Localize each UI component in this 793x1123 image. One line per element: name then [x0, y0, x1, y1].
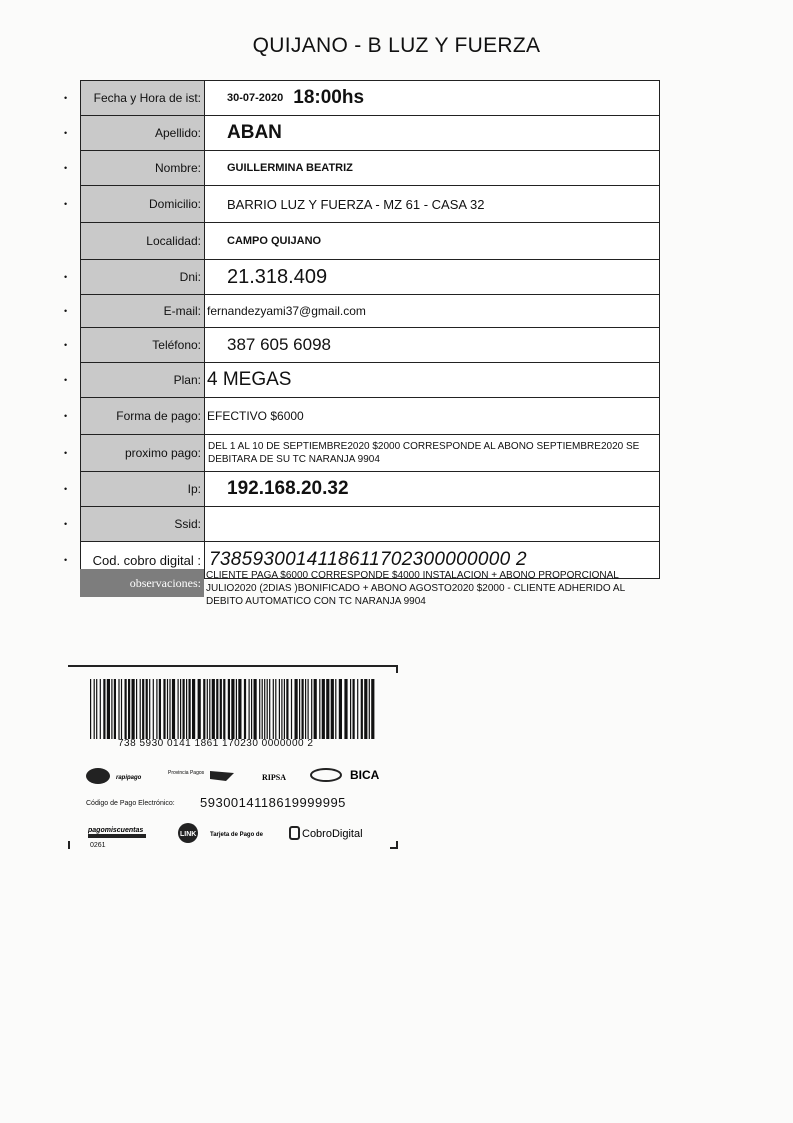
cobro-express-icon	[311, 769, 341, 781]
barcode-bar	[207, 679, 208, 739]
row-localidad	[81, 223, 659, 260]
barcode-bar	[94, 679, 95, 739]
barcode-bar	[361, 679, 363, 739]
value-domicilio: BARRIO LUZ Y FUERZA - MZ 61 - CASA 32	[227, 196, 485, 212]
barcode-bar	[167, 679, 168, 739]
barcode-bar	[369, 679, 370, 739]
barcode-bar	[149, 679, 150, 739]
tarjeta-label: Tarjeta de Pago de	[210, 832, 263, 838]
row-forma-pago	[64, 398, 659, 435]
value-cod-cobro: 7385930014118611702300000000 2	[209, 549, 527, 570]
barcode-bar	[223, 679, 225, 739]
barcode-number: 738 5930 0141 1861 170230 0000000 2	[118, 738, 314, 749]
barcode-bar	[198, 679, 201, 739]
barcode-bar	[212, 679, 215, 739]
barcode-bar	[192, 679, 195, 739]
barcode-bar	[269, 679, 270, 739]
barcode-bar	[302, 679, 304, 739]
barcode-bar	[238, 679, 241, 739]
pagofacil-icon	[210, 771, 234, 781]
label-dni: Dni:	[81, 260, 205, 294]
logo-ripsa: RIPSA	[262, 773, 287, 782]
barcode-bar	[178, 679, 179, 739]
row-domicilio	[64, 186, 659, 223]
barcode-bar	[371, 679, 374, 739]
bullet: •	[64, 519, 68, 529]
barcode-bar	[281, 679, 282, 739]
rapipago-icon	[86, 768, 110, 784]
barcode-bar	[96, 679, 97, 739]
barcode-bar	[90, 679, 91, 739]
row-proximo-pago	[64, 435, 659, 472]
row-plan	[64, 363, 659, 398]
value-ip: 192.168.20.32	[227, 478, 349, 499]
small-code: 0261	[90, 842, 106, 849]
barcode-bar	[189, 679, 191, 739]
barcode-bar	[259, 679, 260, 739]
label-fecha-hora: Fecha y Hora de ist:	[81, 81, 205, 115]
barcode-bar	[186, 679, 187, 739]
label-proximo-pago: proximo pago:	[81, 435, 205, 471]
barcode-bar	[236, 679, 237, 739]
barcode-bar	[322, 679, 325, 739]
barcode-bar	[114, 679, 116, 739]
barcode-bar	[142, 679, 144, 739]
barcode-bar	[216, 679, 218, 739]
label-apellido: Apellido:	[81, 116, 205, 150]
barcode-bar	[262, 679, 263, 739]
observaciones-text: CLIENTE PAGA $6000 CORRESPONDE $4000 INSTALACION + ABONO PROPORCIONAL JULIO2020 (2DIAS )BONIFICADO + ABONO AGOSTO2020 $2000 - CLIENTE ADHERIDO AL DEBITO AUTOMATICO CON TC NARANJA 9904	[206, 570, 625, 607]
bottom-logos	[88, 822, 398, 848]
bullet: •	[64, 163, 68, 173]
barcode-bar	[299, 679, 300, 739]
barcode-bar	[305, 679, 306, 739]
observaciones-label: observaciones:	[80, 569, 204, 597]
barcode-bar	[335, 679, 336, 739]
barcode-bar	[121, 679, 122, 739]
value-ssid	[205, 507, 659, 541]
pagomiscuentas-bar	[88, 834, 146, 838]
barcode-bar	[100, 679, 101, 739]
barcode-bar	[319, 679, 320, 739]
bullet: •	[64, 306, 68, 316]
barcode-bar	[159, 679, 161, 739]
value-nombre: GUILLERMINA BEATRIZ	[227, 162, 353, 174]
barcode-bar	[249, 679, 250, 739]
barcode-bar	[132, 679, 135, 739]
bullet: •	[64, 555, 68, 565]
label-email: E-mail:	[81, 295, 205, 327]
logo-provincia: Provincia Pagos	[168, 770, 205, 776]
value-telefono: 387 605 6098	[227, 335, 331, 354]
bullet: •	[64, 411, 68, 421]
barcode-bar	[353, 679, 355, 739]
barcode-bar	[153, 679, 154, 739]
label-domicilio: Domicilio:	[81, 186, 205, 222]
bullet: •	[64, 375, 68, 385]
barcode-bar	[284, 679, 285, 739]
row-fecha-hora	[64, 81, 659, 116]
label-forma-pago: Forma de pago:	[81, 398, 205, 434]
card-corner-tr	[390, 665, 398, 673]
barcode-bar	[146, 679, 148, 739]
barcode-bar	[357, 679, 358, 739]
barcode-bar	[267, 679, 268, 739]
value-email: fernandezyami37@gmail.com	[207, 304, 366, 318]
barcode-bar	[180, 679, 181, 739]
barcode-bar	[326, 679, 329, 739]
barcode-bar	[203, 679, 205, 739]
bullet: •	[64, 128, 68, 138]
row-ssid	[64, 507, 659, 542]
barcode-bar	[273, 679, 274, 739]
barcode-bar	[163, 679, 165, 739]
value-plan: 4 MEGAS	[207, 369, 292, 390]
logo-rapipago: rapipago	[116, 775, 142, 781]
barcode-bar	[311, 679, 312, 739]
value-fecha-hora	[205, 81, 659, 115]
barcode-bar	[128, 679, 130, 739]
logo-pagomiscuentas: pagomiscuentas	[88, 827, 144, 834]
bullet: •	[64, 199, 68, 209]
observaciones	[80, 569, 658, 608]
barcode-bar	[107, 679, 110, 739]
barcode-bar	[172, 679, 175, 739]
barcode-bar	[350, 679, 351, 739]
row-telefono	[64, 328, 659, 363]
value-dni: 21.318.409	[227, 265, 328, 288]
card-corner-bl	[68, 841, 76, 849]
barcode-bar	[295, 679, 298, 739]
bullet: •	[64, 448, 68, 458]
bullet: •	[64, 272, 68, 282]
cobrodigital-icon	[290, 827, 299, 839]
barcode-bar	[244, 679, 246, 739]
logo-bica: BICA	[350, 768, 380, 782]
value-forma-pago: EFECTIVO $6000	[207, 409, 304, 423]
row-nombre	[64, 151, 659, 186]
row-dni	[64, 260, 659, 295]
payment-logos	[84, 765, 394, 787]
label-nombre: Nombre:	[81, 151, 205, 185]
pay-code-label: Código de Pago Electrónico:	[86, 800, 175, 807]
label-telefono: Teléfono:	[81, 328, 205, 362]
value-apellido: ABAN	[227, 122, 282, 143]
barcode-bar	[264, 679, 265, 739]
barcode-bar	[344, 679, 347, 739]
barcode-bar	[118, 679, 119, 739]
barcode-bar	[291, 679, 292, 739]
label-ssid: Ssid:	[81, 507, 205, 541]
bullet: •	[64, 93, 68, 103]
barcode-bar	[339, 679, 342, 739]
bullet: •	[64, 484, 68, 494]
time-value: 18:00hs	[293, 87, 365, 108]
barcode-bar	[275, 679, 276, 739]
barcode-bar	[220, 679, 222, 739]
barcode-bar	[183, 679, 185, 739]
row-ip	[64, 472, 659, 507]
page-title: QUIJANO - B LUZ Y FUERZA	[252, 34, 541, 57]
logo-link: LINK	[180, 831, 197, 838]
value-localidad: CAMPO QUIJANO	[227, 235, 322, 247]
barcode-bar	[254, 679, 257, 739]
row-apellido	[64, 116, 659, 151]
barcode	[88, 679, 378, 739]
value-proximo-pago: DEL 1 AL 10 DE SEPTIEMBRE2020 $2000 CORRESPONDE AL ABONO SEPTIEMBRE2020 SE DEBITARA DE SU TC NARANJA 9904	[208, 441, 640, 465]
brand-cobrodigital: CobroDigital	[302, 828, 363, 840]
barcode-bar	[314, 679, 317, 739]
barcode-bar	[209, 679, 210, 739]
barcode-bar	[156, 679, 157, 739]
barcode-bar	[331, 679, 334, 739]
date-value: 30-07-2020	[227, 92, 284, 104]
barcode-bar	[125, 679, 127, 739]
bullet: •	[64, 340, 68, 350]
label-cod-cobro: Cod. cobro digital :	[81, 542, 205, 578]
barcode-bar	[103, 679, 105, 739]
barcode-bar	[279, 679, 280, 739]
pay-code: 5930014118619999995	[200, 795, 346, 810]
barcode-bar	[228, 679, 230, 739]
label-localidad: Localidad:	[81, 223, 205, 259]
label-ip: Ip:	[81, 472, 205, 506]
row-email	[64, 295, 659, 328]
barcode-bar	[251, 679, 252, 739]
label-plan: Plan:	[81, 363, 205, 397]
barcode-bar	[364, 679, 367, 739]
barcode-bar	[136, 679, 137, 739]
barcode-bar	[169, 679, 170, 739]
barcode-bar	[111, 679, 112, 739]
client-form	[64, 80, 660, 579]
barcode-bar	[231, 679, 234, 739]
barcode-bar	[140, 679, 141, 739]
payment-card	[68, 665, 398, 849]
barcode-bar	[308, 679, 309, 739]
barcode-bar	[286, 679, 288, 739]
